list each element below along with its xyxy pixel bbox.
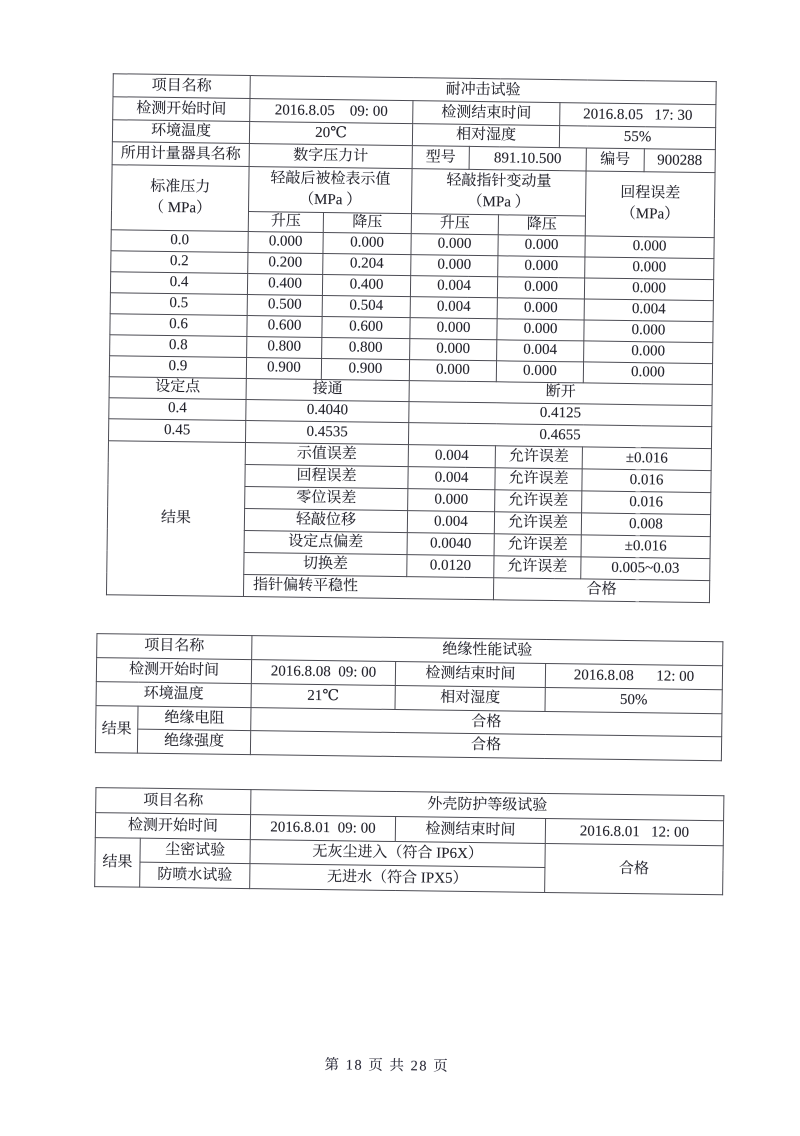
cell-down1: 0.400 [322,274,410,296]
cell-up2: 0.000 [409,359,496,381]
error-value: 0.004 [407,510,494,533]
cell-setpoint: 0.45 [108,418,245,442]
cell-down2: 0.000 [497,298,584,320]
cell-down1: 0.504 [322,295,410,317]
ambient-temp-value: 20℃ [249,122,412,146]
allowed-error-label: 允许误差 [495,446,582,469]
humidity-value: 55% [559,126,715,150]
cell-std: 0.4 [110,271,247,294]
error-name: 回程误差 [245,464,408,488]
cell-down2: 0.000 [497,277,584,299]
cell-std: 0.5 [110,292,247,315]
humidity-value: 50% [545,687,722,713]
std-pressure-unit: （ MPa） [148,199,212,217]
check-item-name: 绝缘电阻 [138,706,251,730]
start-time-label: 检测开始时间 [113,97,250,122]
std-pressure-header [111,165,249,232]
overall-result-value: 合格 [545,843,724,894]
hysteresis-unit: （MPa） [620,205,680,223]
error-value: 0.004 [408,466,495,489]
subheader-up: 升压 [411,214,498,235]
error-name: 零位误差 [245,486,408,510]
cell-hysteresis: 0.000 [585,236,714,259]
model-value: 891.10.500 [469,146,586,171]
item-name-label: 项目名称 [113,74,250,99]
error-value: 0.0120 [407,554,494,577]
cell-hysteresis: 0.000 [583,362,712,385]
instrument-value: 数字压力计 [249,144,412,169]
start-time-label: 检测开始时间 [95,813,250,840]
error-value: 0.0040 [407,532,494,555]
allowed-error-value: 0.016 [582,469,711,493]
cell-up1: 0.200 [248,252,323,274]
test-title: 绝缘性能试验 [252,636,723,666]
indication-header [249,167,413,214]
cell-down2: 0.000 [497,319,584,341]
cell-up1: 0.900 [246,357,321,379]
check-item-value: 无灰尘进入（符合 IP6X） [250,840,545,868]
start-time-value: 2016.8.08 09: 00 [251,660,395,686]
check-item-value: 合格 [250,731,721,761]
check-item-name: 尘密试验 [140,838,250,863]
cell-switch-off: 0.4125 [409,401,712,426]
start-time-label: 检测开始时间 [96,658,251,684]
pointer-move-header [411,169,586,216]
cell-switch-on: 0.4040 [246,399,409,422]
end-time-value: 2016.8.08 12: 00 [545,663,722,689]
cell-up2: 0.004 [410,275,497,297]
cell-down1: 0.800 [322,337,410,359]
cell-hysteresis: 0.000 [584,278,713,301]
error-name: 示值误差 [245,442,408,466]
indication-unit: （MPa ） [299,191,362,209]
result-label: 结果 [95,706,138,754]
allowed-error-label: 允许误差 [494,512,581,535]
error-value: 0.000 [408,488,495,511]
cell-up1: 0.800 [247,336,322,358]
cell-up2: 0.000 [411,233,498,255]
cell-down2: 0.000 [498,235,585,257]
ambient-temp-label: 环境温度 [112,120,249,144]
error-name: 切换差 [244,552,407,576]
serial-value: 900288 [644,149,715,173]
cell-std: 0.2 [111,250,248,273]
error-name: 设定点偏差 [244,530,407,554]
cell-up2: 0.000 [411,254,498,276]
allowed-error-value: ±0.016 [582,447,711,471]
result-label: 结果 [95,838,141,888]
cell-down1: 0.204 [323,253,411,275]
check-item-name: 防喷水试验 [140,862,250,888]
enclosure-test-table [94,787,724,895]
page-number-footer: 第 18 页 共 28 页 [324,1057,450,1075]
end-time-label: 检测结束时间 [413,101,560,126]
cell-down1: 0.600 [322,316,410,338]
check-item-value: 合格 [251,708,722,737]
subheader-down: 降压 [498,215,585,236]
pointer-move-unit: （MPa ） [467,193,530,211]
cell-hysteresis: 0.000 [585,257,714,280]
allowed-error-value: 0.008 [581,513,710,537]
hysteresis-header [585,171,715,237]
indication-label: 轻敲后被检表示值 [270,170,391,188]
pointer-stability-label: 指针偏转平稳性 [243,574,493,599]
cell-down2: 0.004 [497,340,584,362]
check-item-name: 绝缘强度 [137,729,250,754]
serial-label: 编号 [586,148,644,172]
hysteresis-label: 回程误差 [620,184,681,202]
cell-up1: 0.500 [247,294,322,316]
item-name-label: 项目名称 [96,788,251,815]
cell-setpoint: 0.4 [109,397,246,420]
end-time-value: 2016.8.05 17: 30 [560,103,716,128]
cell-std: 0.6 [110,313,247,336]
std-pressure-label: 标准压力 [150,178,211,196]
cell-up2: 0.000 [410,338,497,360]
cell-hysteresis: 0.004 [584,299,713,322]
pointer-move-label: 轻敲指针变动量 [446,172,552,190]
humidity-label: 相对湿度 [395,685,545,711]
cell-down2: 0.000 [496,361,583,383]
cell-switch-on: 0.4535 [245,420,408,444]
cell-down1: 0.000 [323,232,411,254]
end-time-label: 检测结束时间 [395,817,545,844]
pointer-stability-value: 合格 [493,578,709,603]
test-title: 耐冲击试验 [250,76,716,105]
switch-on-label: 接通 [246,378,409,401]
switch-off-label: 断开 [409,380,712,405]
cell-switch-off: 0.4655 [408,422,711,448]
cell-hysteresis: 0.000 [584,320,713,343]
impact-test-table [106,73,717,603]
cell-std: 0.8 [110,334,247,357]
result-label: 结果 [106,440,245,596]
insulation-test-table [95,633,724,761]
ambient-temp-label: 环境温度 [96,682,251,708]
start-time-value: 2016.8.01 09: 00 [250,815,395,842]
allowed-error-label: 允许误差 [494,556,581,579]
end-time-label: 检测结束时间 [395,661,545,687]
cell-up1: 0.400 [247,273,322,295]
cell-up1: 0.000 [248,231,323,253]
cell-up2: 0.000 [410,317,497,339]
cell-hysteresis: 0.000 [584,341,713,364]
cell-up2: 0.004 [410,296,497,318]
error-value: 0.004 [408,444,495,467]
allowed-error-label: 允许误差 [495,468,582,491]
start-time-value: 2016.8.05 09: 00 [250,99,413,124]
allowed-error-value: 0.016 [582,491,711,515]
instrument-label: 所用计量器具名称 [112,142,249,167]
setpoint-label: 设定点 [109,376,246,399]
cell-up1: 0.600 [247,315,322,337]
allowed-error-label: 允许误差 [494,534,581,557]
cell-down2: 0.000 [498,256,585,278]
cell-std: 0.0 [111,229,248,252]
model-label: 型号 [412,146,469,170]
item-name-label: 项目名称 [97,634,252,660]
subheader-up: 升压 [248,212,323,233]
cell-std: 0.9 [109,355,246,378]
end-time-value: 2016.8.01 12: 00 [545,818,723,845]
table-row [112,165,716,218]
allowed-error-value: 0.005~0.03 [581,557,710,581]
allowed-error-label: 允许误差 [495,490,582,513]
check-item-value: 无进水（符合 IPX5） [250,864,545,893]
humidity-label: 相对湿度 [412,124,559,148]
ambient-temp-value: 21℃ [251,684,395,710]
subheader-down: 降压 [323,213,411,234]
test-title: 外壳防护等级试验 [251,790,724,821]
error-name: 轻敲位移 [244,508,407,532]
allowed-error-value: ±0.016 [581,535,710,559]
cell-down1: 0.900 [321,358,409,380]
